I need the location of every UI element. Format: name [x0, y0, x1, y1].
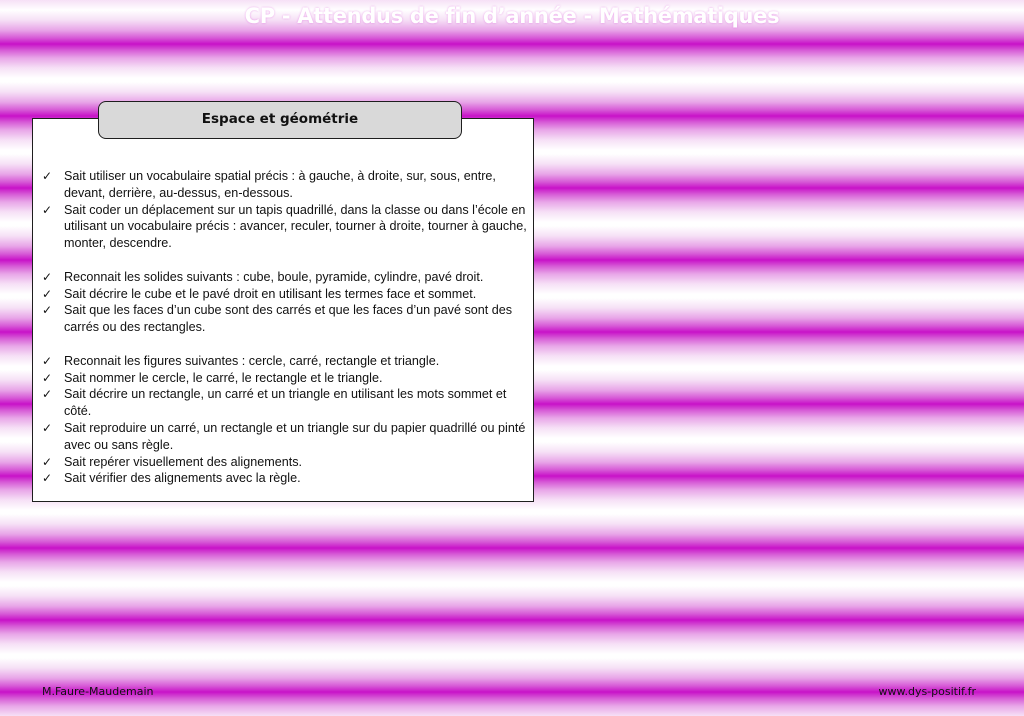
list-item: [42, 202, 528, 252]
checkmark-icon: ✓: [42, 303, 53, 318]
author-name: M.Faure-Maudemain: [42, 685, 154, 698]
checkmark-icon: ✓: [42, 353, 53, 368]
checkmark-icon: ✓: [42, 370, 53, 385]
checkmark-icon: ✓: [42, 169, 53, 183]
list-item-text: Reconnait les figures suivantes : cercle, carré, rectangle et triangle.: [64, 353, 440, 368]
list-item: [42, 386, 528, 420]
list-item: [42, 370, 528, 387]
list-item-text: Sait repérer visuellement des alignements.: [64, 454, 303, 469]
list-item-text: Sait décrire un rectangle, un carré et un triangle en utilisant les mots sommet et côté.: [64, 387, 507, 419]
group-spacer: [42, 336, 528, 353]
checkmark-icon: ✓: [42, 269, 53, 284]
checkmark-icon: ✓: [42, 202, 53, 217]
list-item-text: Sait vérifier des alignements avec la règle.: [64, 471, 301, 486]
list-item-text: Sait que les faces d’un cube sont des carrés et que les faces d’un pavé sont des carrés ou des rectangles.: [64, 303, 513, 335]
checkmark-icon: ✓: [42, 286, 53, 301]
checkmark-icon: ✓: [42, 454, 53, 469]
list-item: [42, 470, 528, 487]
list-item: [42, 302, 528, 336]
list-item-text: Sait reproduire un carré, un rectangle et un triangle sur du papier quadrillé ou pinté avec ou sans règle.: [64, 420, 526, 452]
list-item-text: Sait utiliser un vocabulaire spatial précis : à gauche, à droite, sur, sous, entre, devant, derrière, au-dessus, en-dessous.: [64, 169, 496, 200]
group-spacer: [42, 252, 528, 269]
list-item-text: Sait nommer le cercle, le carré, le rectangle et le triangle.: [64, 370, 383, 385]
list-item: [42, 286, 528, 303]
list-item: [42, 454, 528, 471]
list-item-text: Sait décrire le cube et le pavé droit en utilisant les termes face et sommet.: [64, 286, 477, 301]
checkmark-icon: ✓: [42, 420, 53, 435]
website-link: www.dys-positif.fr: [878, 685, 976, 698]
list-item: [42, 420, 528, 454]
page-title: CP - Attendus de fin d’année - Mathématiques: [244, 4, 780, 28]
list-item: [42, 168, 528, 202]
list-item-text: Sait coder un déplacement sur un tapis quadrillé, dans la classe ou dans l’école en utilisant un vocabulaire précis : avancer, reculer, tourner à droite, tourner à gauche, monter, descendre.: [64, 202, 527, 251]
panel-heading: Espace et géométrie: [98, 101, 462, 139]
list-item: [42, 269, 528, 286]
checkmark-icon: ✓: [42, 471, 53, 486]
list-item-text: Reconnait les solides suivants : cube, boule, pyramide, cylindre, pavé droit.: [64, 269, 484, 284]
checklist: [42, 168, 528, 487]
checkmark-icon: ✓: [42, 387, 53, 402]
list-item: [42, 353, 528, 370]
